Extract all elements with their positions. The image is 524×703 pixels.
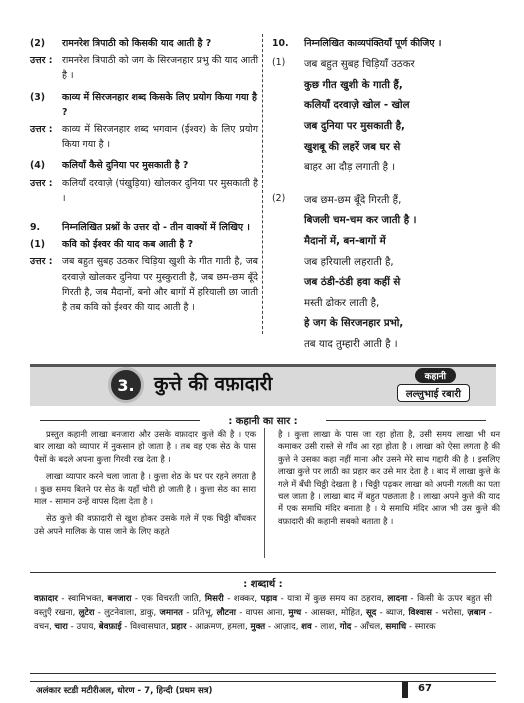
summary-left-column [34,428,256,542]
chapter-title: कुत्ते की वफ़ादारी [154,373,273,395]
vocab-word: जमानत [159,608,183,619]
poem-line: तब याद तुम्हारी आती है । [304,338,398,350]
answer-label: उत्तर : [30,256,53,268]
column-divider [262,34,263,334]
vocab-word: पड़ाव [260,594,278,604]
vocab-word: ज़बान [467,608,486,619]
genre-tag: कहानी [415,368,456,383]
vocab-word: लौटना [216,608,237,619]
vocab-word: मुग्ध [288,608,302,619]
question-9-1 [30,237,258,252]
poem-line: कलियाँ दरवाज़े खोल - खोल [304,100,410,112]
answer-label: उत्तर : [30,55,53,67]
footer-book-title: अलंकार स्टडी मटीरीअल, धोरण - 7, हिन्दी (प्रथम सत्र) [36,686,213,696]
vocab-word: बनजारा [107,594,132,604]
left-column [30,36,258,321]
answer-9-1 [30,254,258,315]
right-column [272,36,500,356]
answer-label: उत्तर : [30,177,53,189]
vocab-word: चारा [54,622,68,633]
vocab-word: सूद [365,608,377,619]
poem-line: हे जग के सिरजनहार प्रभो, [304,318,404,330]
vocab-meaning: यात्रा में कुछ समय का ठहराव [287,594,382,604]
vocab-meaning: एक विचरती जाति [141,594,199,604]
summary-paragraph: लाखा व्यापार करने चला जाता है । कुत्ता शेठ के घर पर रहने लगता है । कुछ समय बितने पर सेठ के यहाँ चोरी हो जाती है । कुत्ता सेठ का सारा माल - सामान उन्हें वापस दिला देता है । [34,471,256,507]
vocab-meaning: शक्कर [233,594,255,604]
question-number: (2) [30,38,46,49]
poem-line: जब बहुत सुबह चिड़ियाँ उठकर [304,59,415,71]
vocab-meaning: आज़ाद [273,622,296,633]
vocab-meaning: लुटनेवाला, डाकु [104,608,154,619]
vocab-word: लुटेरा [78,608,95,619]
question-number: (4) [30,160,46,172]
poem-line: जब दुनिया पर मुसकाती है, [304,120,405,132]
poem-stanza-2 [272,191,500,356]
vocabulary-heading: : शब्दार्थ : [243,579,283,590]
question-text: निम्नलिखित प्रश्नों के उत्तर दो - तीन वाक्यों में लिखिए । [62,222,250,234]
poem-line: खुशबू की लहरें जब घर से [304,141,401,153]
summary-right-column [278,428,500,532]
summary-paragraph: प्रस्तुत कहानी लाखा बनजारा और उसके वफ़ादार कुत्ते की है । एक बार लाखा को व्यापार में नुकसान हो जाता है । तब वह एक सेठ के पास पैसों के बदले अपना कुत्ता गिरवी रख देता है । [34,429,256,464]
question-number: 9. [30,222,41,234]
chapter-number: 3. [108,367,144,403]
question-3 [30,90,258,120]
summary-paragraph: है । कुत्ता लाखा के पास जा रहा होता है, उसी समय लाखा भी धन कमाकर उसी रास्ते से गाँव आ रहा होता है । लाखा को ऐसा लगता है की कुत्ते ने उसका कहा नहीं माना और उसने मेरे साथ गद्दारी की है । इसलिए लाखा कुत्ते पर लाठी का प्रहार कर उसे मार देता है । बाद में लाखा कुत्ते के गले में बँधी चिठ्ठी देखता है । चिठ्ठी पढ़कर लाखा को अपनी गलती का पता चल जाता है । लाखा बाद में बहुत पछताता है । लाखा अपने कुत्ते की याद में एक समाधि मंदिर बनाता है । ये समाधि मंदिर आज भी उस कुत्ते की वफ़ादारी की कहानी सबको बताता है । [278,429,500,526]
answer-text: कलियाँ दरवाज़े (पंखुड़िया) खोलकर दुनिया पर मुसकाती है । [62,177,258,204]
vocab-meaning: आक्रमण, हमला [195,622,246,633]
summary-heading: : कहानी का सार : [30,413,496,427]
answer-text: रामनरेश त्रिपाठी को जग के सिरजनहार प्रभु की याद आती है । [62,55,258,82]
question-text: कलियाँ कैसे दुनिया पर मुसकाती है ? [62,160,189,172]
vocab-meaning: प्रतिभू [192,608,211,619]
stanza-lines [304,191,500,356]
poem-stanza-1 [272,55,500,179]
poem-line: मस्ती ढोकर लाती है, [304,297,380,309]
vocab-meaning: किसी के ऊपर बहुत सी वस्तुएँ रखना [34,594,492,619]
question-10 [272,36,500,51]
poem-line: जब हरियाली लहराती है, [304,256,394,268]
vocabulary-box [30,572,496,674]
answer-text: काव्य में सिरजनहार शब्द भगवान (ईश्वर) के लिए प्रयोग किया गया है । [62,124,258,151]
spacer [30,212,258,220]
vocab-word: वफ़ादार [34,594,58,604]
vocab-meaning: वापस आना [245,608,283,619]
summary-paragraph: सेठ कुत्ते की वफ़ादारी से खुश होकर उसके गले में एक चिठ्ठी बाँधकर उसे अपने मालिक के पास जाने के लिए कहते [34,513,256,536]
poem-line: कुछ गीत खुशी के गाती हैं, [304,79,403,91]
vocab-meaning: स्मारक [414,622,436,633]
vocab-word: मिसरी [204,594,224,604]
vocab-word: शव [301,622,312,633]
question-text: काव्य में सिरजनहार शब्द किसके लिए प्रयोग किया गया है ? [62,91,257,118]
question-number: (3) [30,91,46,103]
poem-line: बाहर आ दौड़ लगाती है । [304,162,396,174]
answer-4 [30,176,258,206]
vocab-meaning: लाश [320,622,335,633]
summary-divider [264,428,265,558]
page-footer [30,681,496,697]
vocab-word: प्रहार [171,622,187,633]
vocab-meaning: ब्याज [385,608,403,619]
vocab-meaning: आसक्त, मोहित [310,608,360,619]
stanza-number: (1) [272,57,286,69]
question-text: निम्नलिखित काव्यपंक्तियाँ पूर्ण कीजिए । [304,38,442,49]
question-text: कवि को ईश्वर की याद कब आती है ? [62,239,194,251]
spacer [272,179,500,187]
poem-line: मैदानों में, बन-बागों में [304,235,386,247]
vocab-word: समाधि [385,622,407,633]
stanza-number: (2) [272,192,286,204]
vocab-word: गोद [339,622,352,633]
question-number: (1) [30,239,46,251]
vocab-word: विश्वास [408,608,432,619]
vocabulary-list: वफ़ादार - स्वामिभक्त, बनजारा - एक विचरती जाति, मिसरी - शक्कर, पड़ाव - यात्रा में कुछ समय का ठहराव, लादना - किसी के ऊपर बहुत सी वस्तुएँ रखना, लुटेरा - लुटनेवाला, डाकु, जमानत - प्रतिभू, लौटना - वापस आना, मुग्ध - आसक्त, मोहित, सूद - ब्याज, विश्वास - भरोसा, ज़बान - वचन, चारा - उपाय, बेवफ़ाई - विश्वासघात, प्रहार - आक्रमण, हमला, मुक्त - आज़ाद, शव - लाश, गोद - आँचल, समाधि - स्मारक [34,594,493,633]
vocab-meaning: आँचल [359,622,381,633]
question-9 [30,220,258,235]
author-name: लल्लुभाई रबारी [397,384,470,402]
vocab-word: मुक्त [250,622,266,633]
stanza-lines [304,55,500,179]
question-number: 10. [272,38,289,49]
question-4 [30,158,258,173]
vocab-word: बेवफ़ाई [98,622,122,633]
question-2 [30,36,258,51]
vocab-meaning: स्वामिभक्त [67,594,102,604]
answer-2 [30,53,258,83]
vocab-meaning: विश्वासघात [130,622,166,633]
chapter-banner [30,364,496,406]
poem-line: बिजली चम-चम कर जाती है । [304,215,417,227]
vocab-meaning: उपाय [76,622,94,633]
answer-label: उत्तर : [30,124,53,136]
answer-text: जब बहुत सुबह उठकर चिड़िया खुशी के गीत गाती है, जब दरवाज़े खोलकर दुनिया पर मुस्कुराती है, जब छम-छम बूँदे गिरती है, जब मैदानों, बनो और बागों में हरियाली छा जाती है तब कवि को ईश्वर की याद आती है । [62,256,258,314]
answer-3 [30,122,258,152]
vocab-meaning: वचन [34,622,50,633]
footer-bar [402,682,408,698]
poem-line: जब ठंडी-ठंडी हवा कहीं से [304,277,401,289]
poem-line: जब छम-छम बूँदे गिरती हैं, [304,194,402,206]
page-number: 67 [418,683,432,694]
vocab-word: लादना [387,594,408,604]
vocab-meaning: भरोसा [441,608,462,619]
question-text: रामनरेश त्रिपाठी को किसकी याद आती है ? [62,38,212,49]
